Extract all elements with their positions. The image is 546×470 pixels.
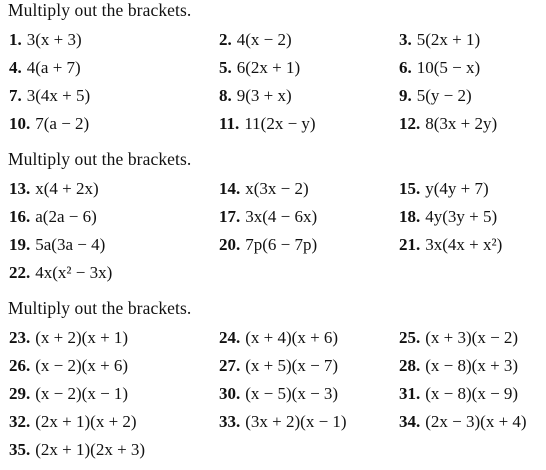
exercise-expression: a(2a − 6): [35, 207, 97, 226]
exercise-16: [9, 207, 97, 227]
exercise-22: [9, 263, 112, 283]
exercise-expression: (x + 4)(x + 6): [245, 328, 339, 347]
exercise-14: [219, 179, 309, 199]
exercise-28: [399, 356, 518, 376]
exercise-5: [219, 58, 300, 78]
exercise-number: 24.: [219, 328, 241, 347]
exercise-expression: (x − 2)(x + 6): [35, 356, 129, 375]
exercise-25: [399, 328, 518, 348]
exercise-number: 6.: [399, 58, 412, 77]
exercise-32: [9, 412, 137, 432]
exercise-6: [399, 58, 480, 78]
exercise-19: [9, 235, 105, 255]
exercise-expression: (2x − 3)(x + 4): [425, 412, 527, 431]
exercise-2: [219, 30, 292, 50]
exercise-number: 8.: [219, 86, 232, 105]
exercise-expression: 3(x + 3): [26, 30, 82, 49]
exercise-number: 35.: [9, 440, 31, 459]
exercise-31: [399, 384, 518, 404]
exercise-number: 11.: [219, 114, 240, 133]
exercise-number: 19.: [9, 235, 31, 254]
exercise-3: [399, 30, 480, 50]
exercise-17: [219, 207, 317, 227]
section-1-instruction: Multiply out the brackets.: [8, 0, 192, 20]
exercise-number: 5.: [219, 58, 232, 77]
exercise-number: 29.: [9, 384, 31, 403]
exercise-number: 20.: [219, 235, 241, 254]
exercise-4: [9, 58, 81, 78]
exercise-expression: 6(2x + 1): [236, 58, 301, 77]
exercise-number: 31.: [399, 384, 421, 403]
exercise-expression: 3x(4 − 6x): [245, 207, 318, 226]
exercise-number: 12.: [399, 114, 421, 133]
exercise-29: [9, 384, 128, 404]
exercise-expression: 10(5 − x): [416, 58, 481, 77]
exercise-8: [219, 86, 292, 106]
exercise-number: 13.: [9, 179, 31, 198]
exercise-expression: 5a(3a − 4): [35, 235, 106, 254]
exercise-expression: 11(2x − y): [244, 114, 316, 133]
exercise-number: 22.: [9, 263, 31, 282]
exercise-expression: (x − 8)(x − 9): [425, 384, 519, 403]
exercise-number: 23.: [9, 328, 31, 347]
exercise-11: [219, 114, 316, 134]
exercise-number: 17.: [219, 207, 241, 226]
exercise-number: 16.: [9, 207, 31, 226]
exercise-1: [9, 30, 82, 50]
exercise-21: [399, 235, 502, 255]
exercise-number: 18.: [399, 207, 421, 226]
exercise-expression: 4(x − 2): [236, 30, 292, 49]
exercise-12: [399, 114, 497, 134]
exercise-10: [9, 114, 89, 134]
exercise-number: 28.: [399, 356, 421, 375]
exercise-number: 26.: [9, 356, 31, 375]
exercise-26: [9, 356, 128, 376]
exercise-number: 21.: [399, 235, 421, 254]
exercise-expression: 7p(6 − 7p): [245, 235, 318, 254]
exercise-number: 25.: [399, 328, 421, 347]
exercise-number: 27.: [219, 356, 241, 375]
exercise-expression: (x + 5)(x − 7): [245, 356, 339, 375]
exercise-33: [219, 412, 347, 432]
exercise-number: 3.: [399, 30, 412, 49]
exercise-34: [399, 412, 527, 432]
exercise-expression: 4(a + 7): [26, 58, 81, 77]
exercise-30: [219, 384, 338, 404]
exercise-number: 14.: [219, 179, 241, 198]
exercise-18: [399, 207, 497, 227]
exercise-number: 30.: [219, 384, 241, 403]
exercise-35: [9, 440, 145, 460]
exercise-number: 10.: [9, 114, 31, 133]
exercise-number: 33.: [219, 412, 241, 431]
exercise-expression: (x − 8)(x + 3): [425, 356, 519, 375]
exercise-expression: 7(a − 2): [35, 114, 90, 133]
exercise-expression: 9(3 + x): [236, 86, 292, 105]
exercise-27: [219, 356, 338, 376]
exercise-expression: 3(4x + 5): [26, 86, 91, 105]
exercise-expression: 8(3x + 2y): [425, 114, 498, 133]
exercise-expression: x(4 + 2x): [35, 179, 99, 198]
exercise-number: 2.: [219, 30, 232, 49]
exercise-expression: 5(2x + 1): [416, 30, 481, 49]
exercise-expression: (3x + 2)(x − 1): [245, 412, 347, 431]
exercise-7: [9, 86, 90, 106]
exercise-24: [219, 328, 338, 348]
exercise-number: 4.: [9, 58, 22, 77]
exercise-expression: (x − 2)(x − 1): [35, 384, 129, 403]
exercise-number: 9.: [399, 86, 412, 105]
exercise-number: 15.: [399, 179, 421, 198]
exercise-20: [219, 235, 317, 255]
exercise-15: [399, 179, 489, 199]
exercise-number: 7.: [9, 86, 22, 105]
exercise-expression: (x − 5)(x − 3): [245, 384, 339, 403]
exercise-number: 34.: [399, 412, 421, 431]
exercise-expression: (2x + 1)(x + 2): [35, 412, 137, 431]
section-2-instruction: Multiply out the brackets.: [8, 149, 192, 169]
exercise-number: 1.: [9, 30, 22, 49]
exercise-expression: x(3x − 2): [245, 179, 309, 198]
section-3-instruction: Multiply out the brackets.: [8, 298, 192, 318]
exercise-number: 32.: [9, 412, 31, 431]
exercise-expression: 4x(x² − 3x): [35, 263, 113, 282]
exercise-expression: y(4y + 7): [425, 179, 489, 198]
exercise-expression: 3x(4x + x²): [425, 235, 503, 254]
exercise-expression: (x + 3)(x − 2): [425, 328, 519, 347]
exercise-expression: 4y(3y + 5): [425, 207, 498, 226]
exercise-expression: (x + 2)(x + 1): [35, 328, 129, 347]
exercise-23: [9, 328, 128, 348]
exercise-expression: 5(y − 2): [416, 86, 472, 105]
exercise-9: [399, 86, 472, 106]
exercise-13: [9, 179, 99, 199]
exercise-expression: (2x + 1)(2x + 3): [35, 440, 146, 459]
